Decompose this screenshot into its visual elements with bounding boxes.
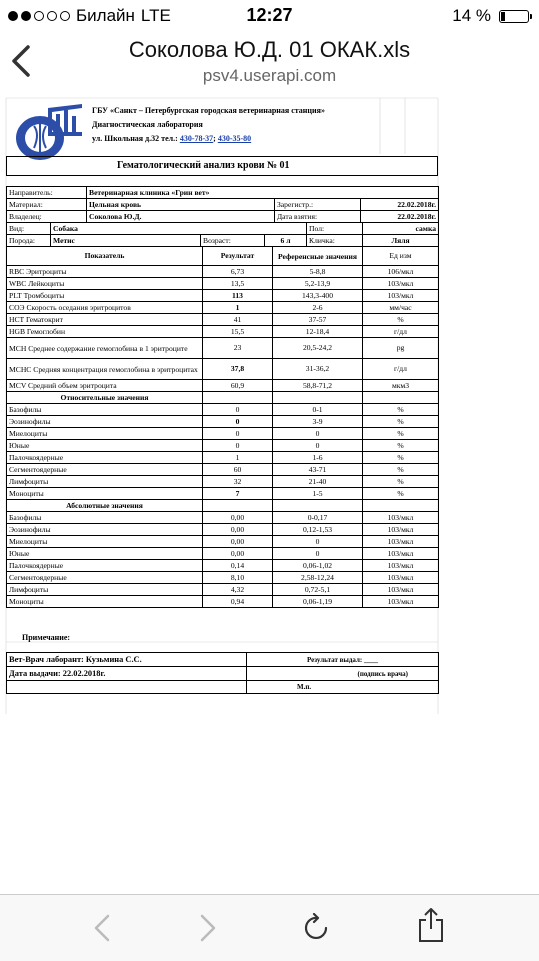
table-row	[7, 326, 439, 338]
param-name: Палочкоядерные	[7, 560, 203, 572]
reference-range: 1-5	[273, 488, 363, 500]
referrer-label: Направитель:	[7, 187, 87, 199]
result-value: 1	[203, 452, 273, 464]
result-value: 37,8	[203, 359, 273, 380]
table-row	[7, 524, 439, 536]
clock: 12:27	[246, 5, 293, 25]
nick-value: Ляля	[363, 235, 439, 247]
result-value: 0,00	[203, 536, 273, 548]
result-value: 13,5	[203, 278, 273, 290]
table-row	[7, 314, 439, 326]
unit-value: 103/мкл	[363, 548, 439, 560]
param-name: Сегментоядерные	[7, 572, 203, 584]
referrer-value: Ветеринарная клиника «Грин вет»	[87, 187, 439, 199]
reference-range: 0	[273, 440, 363, 452]
table-row	[7, 338, 439, 359]
unit-value: %	[363, 416, 439, 428]
reference-range: 5-8,8	[273, 266, 363, 278]
param-name: Лимфоциты	[7, 584, 203, 596]
unit-value: мм/час	[363, 302, 439, 314]
unit-value: %	[363, 314, 439, 326]
breed-value: Метис	[51, 235, 201, 247]
reference-range: 2,58-12,24	[273, 572, 363, 584]
reference-range: 0	[273, 536, 363, 548]
table-row	[7, 572, 439, 584]
registered-value: 22.02.2018г.	[361, 199, 439, 211]
species-row	[7, 223, 439, 235]
species-label: Вид:	[7, 223, 51, 235]
document-title: Соколова Ю.Д. 01 ОКАК.xls	[128, 37, 411, 62]
reference-range: 5,2-13,9	[273, 278, 363, 290]
unit-value: 103/мкл	[363, 560, 439, 572]
param-name: RBC Эритроциты	[7, 266, 203, 278]
unit-value: 103/мкл	[363, 584, 439, 596]
document-url: psv4.userapi.com	[202, 66, 337, 85]
carrier-name: Билайн	[76, 6, 135, 25]
unit-value: мкм3	[363, 380, 439, 392]
reference-range: 143,3-400	[273, 290, 363, 302]
result-value: 6,73	[203, 266, 273, 278]
note-label: Примечание:	[22, 633, 71, 642]
patient-info-table	[6, 186, 439, 223]
table-row	[7, 302, 439, 314]
stamp-label: М.п.	[247, 681, 439, 694]
animal-info-table	[6, 222, 439, 247]
reference-range: 31-36,2	[273, 359, 363, 380]
result-value: 15,5	[203, 326, 273, 338]
param-name: HGB Гемоглобин	[7, 326, 203, 338]
address-line	[92, 134, 251, 143]
unit-value: %	[363, 488, 439, 500]
main-results	[7, 266, 439, 392]
unit-value: 106/мкл	[363, 266, 439, 278]
registered-label: Зарегистр.:	[275, 199, 361, 211]
unit-value: %	[363, 404, 439, 416]
vet-station-logo	[12, 104, 84, 162]
reference-range: 0-1	[273, 404, 363, 416]
sex-label: Пол:	[307, 223, 363, 235]
reference-range: 2-6	[273, 302, 363, 314]
chevron-right-icon[interactable]	[192, 913, 222, 943]
unit-value: 103/мкл	[363, 572, 439, 584]
taken-label: Дата взятия:	[275, 211, 361, 223]
ref-header: Референсные значения	[273, 247, 363, 266]
table-row	[7, 512, 439, 524]
results-table	[6, 246, 439, 608]
result-value: 60	[203, 464, 273, 476]
param-header: Показатель	[7, 247, 203, 266]
organization-name: ГБУ «Санкт – Петербургская городская ветеринарная станция»	[92, 106, 325, 115]
unit-value: %	[363, 452, 439, 464]
result-value: 0,94	[203, 596, 273, 608]
table-row	[7, 548, 439, 560]
material-value: Цельная кровь	[87, 199, 275, 211]
bottom-toolbar	[0, 894, 539, 961]
reference-range: 0	[273, 548, 363, 560]
result-value: 1	[203, 302, 273, 314]
param-name: Сегментоядерные	[7, 464, 203, 476]
owner-label: Владелец:	[7, 211, 87, 223]
unit-value: г/дл	[363, 326, 439, 338]
table-row	[7, 440, 439, 452]
table-row	[7, 416, 439, 428]
absolute-section-title: Абсолютные значения	[7, 500, 203, 512]
param-name: Эозинофилы	[7, 524, 203, 536]
unit-value: 103/мкл	[363, 524, 439, 536]
signature-caption: (подпись врача)	[247, 667, 439, 681]
phone-link-1[interactable]: 430-78-37	[179, 134, 214, 143]
param-name: Лимфоциты	[7, 476, 203, 488]
param-name: MCV Средний объем эритроцита	[7, 380, 203, 392]
param-name: Базофилы	[7, 512, 203, 524]
param-name: MCHC Средняя концентрация гемоглобина в эритроцитах	[7, 359, 203, 380]
param-name: Моноциты	[7, 596, 203, 608]
param-name: MCH Среднее содержание гемоглобина в 1 эритроците	[7, 338, 203, 359]
unit-value: 103/мкл	[363, 278, 439, 290]
reference-range: 37-57	[273, 314, 363, 326]
param-name: Юные	[7, 548, 203, 560]
reference-range: 1-6	[273, 452, 363, 464]
unit-header: Ед изм	[363, 247, 439, 266]
breed-row	[7, 235, 439, 247]
reference-range: 0,12-1,53	[273, 524, 363, 536]
laboratory-name: Диагностическая лаборатория	[92, 120, 203, 129]
param-name: Базофилы	[7, 404, 203, 416]
signature-table	[6, 652, 439, 694]
status-bar	[0, 0, 539, 32]
result-value: 60,9	[203, 380, 273, 392]
param-name: HCT Гематокрит	[7, 314, 203, 326]
table-row	[7, 536, 439, 548]
chevron-left-icon[interactable]	[88, 913, 118, 943]
reference-range: 0	[273, 428, 363, 440]
param-name: Юные	[7, 440, 203, 452]
referrer-row	[7, 187, 439, 199]
sex-value: самка	[363, 223, 439, 235]
result-value: 0	[203, 428, 273, 440]
result-value: 0	[203, 404, 273, 416]
param-name: Эозинофилы	[7, 416, 203, 428]
reference-range: 43-71	[273, 464, 363, 476]
absolute-results	[7, 512, 439, 608]
table-row	[7, 290, 439, 302]
result-value: 4,32	[203, 584, 273, 596]
param-name: СОЭ Скорость оседания эритроцитов	[7, 302, 203, 314]
network-type: LTE	[140, 6, 171, 25]
battery-info	[452, 6, 529, 26]
material-label: Материал:	[7, 199, 87, 211]
param-name: Миелоциты	[7, 536, 203, 548]
address-text: ул. Школьная д.32 тел.:	[92, 134, 180, 143]
result-value: 8,10	[203, 572, 273, 584]
table-row	[7, 584, 439, 596]
reference-range: 21-40	[273, 476, 363, 488]
param-name: Моноциты	[7, 488, 203, 500]
unit-value: 103/мкл	[363, 290, 439, 302]
param-name: Миелоциты	[7, 428, 203, 440]
result-value: 32	[203, 476, 273, 488]
battery-icon	[499, 10, 529, 23]
reference-range: 20,5-24,2	[273, 338, 363, 359]
unit-value: pg	[363, 338, 439, 359]
unit-value: 103/мкл	[363, 596, 439, 608]
table-row	[7, 560, 439, 572]
unit-value: %	[363, 440, 439, 452]
param-name: PLT Тромбоциты	[7, 290, 203, 302]
table-row	[7, 359, 439, 380]
reference-range: 0,06-1,02	[273, 560, 363, 572]
reference-range: 0,72-5,1	[273, 584, 363, 596]
table-row	[7, 452, 439, 464]
table-row	[7, 278, 439, 290]
reload-icon[interactable]	[302, 913, 332, 943]
reference-range: 12-18,4	[273, 326, 363, 338]
owner-value: Соколова Ю.Д.	[87, 211, 275, 223]
result-value: 0	[203, 440, 273, 452]
relative-section-row	[7, 392, 439, 404]
phone-separator: ;	[213, 134, 216, 143]
unit-value: 103/мкл	[363, 536, 439, 548]
table-row	[7, 404, 439, 416]
table-row	[7, 596, 439, 608]
absolute-section-row	[7, 500, 439, 512]
table-row	[7, 488, 439, 500]
phone-link-2[interactable]: 430-35-80	[217, 134, 252, 143]
reference-range: 0-0,17	[273, 512, 363, 524]
result-value: 0	[203, 416, 273, 428]
table-row	[7, 380, 439, 392]
table-row	[7, 476, 439, 488]
unit-value: %	[363, 428, 439, 440]
issued-by: Результат выдал: ____	[247, 653, 439, 667]
reference-range: 0,06-1,19	[273, 596, 363, 608]
taken-value: 22.02.2018г.	[361, 211, 439, 223]
age-value: 6 л	[265, 235, 307, 247]
relative-section-title: Относительные значения	[7, 392, 203, 404]
share-icon[interactable]	[416, 907, 446, 943]
param-name: WBC Лейкоциты	[7, 278, 203, 290]
relative-results	[7, 404, 439, 500]
owner-row	[7, 211, 439, 223]
reference-range: 58,8-71,2	[273, 380, 363, 392]
table-row	[7, 266, 439, 278]
result-value: 0,14	[203, 560, 273, 572]
unit-value: %	[363, 464, 439, 476]
breed-label: Порода:	[7, 235, 51, 247]
result-value: 23	[203, 338, 273, 359]
doctor-name: Вет-Врач лаборант: Кузьмина С.С.	[7, 653, 247, 667]
table-row	[7, 428, 439, 440]
unit-value: %	[363, 476, 439, 488]
issue-date: Дата выдачи: 22.02.2018г.	[7, 667, 247, 681]
analysis-title-table	[6, 156, 438, 176]
unit-value: г/дл	[363, 359, 439, 380]
reference-range: 3-9	[273, 416, 363, 428]
result-value: 7	[203, 488, 273, 500]
battery-percent: 14 %	[452, 6, 491, 25]
param-name: Палочкоядерные	[7, 452, 203, 464]
result-value: 0,00	[203, 548, 273, 560]
table-row	[7, 464, 439, 476]
age-label: Возраст:	[201, 235, 265, 247]
result-value: 0,00	[203, 512, 273, 524]
material-row	[7, 199, 439, 211]
navigation-bar	[0, 32, 539, 95]
unit-value: 103/мкл	[363, 512, 439, 524]
result-value: 113	[203, 290, 273, 302]
result-header: Результат	[203, 247, 273, 266]
document-viewer[interactable]	[0, 94, 539, 894]
results-header-row	[7, 247, 439, 266]
analysis-title: Гематологический анализ крови № 01	[7, 157, 438, 176]
result-value: 0,00	[203, 524, 273, 536]
species-value: Собака	[51, 223, 307, 235]
result-value: 41	[203, 314, 273, 326]
nick-label: Кличка:	[307, 235, 363, 247]
